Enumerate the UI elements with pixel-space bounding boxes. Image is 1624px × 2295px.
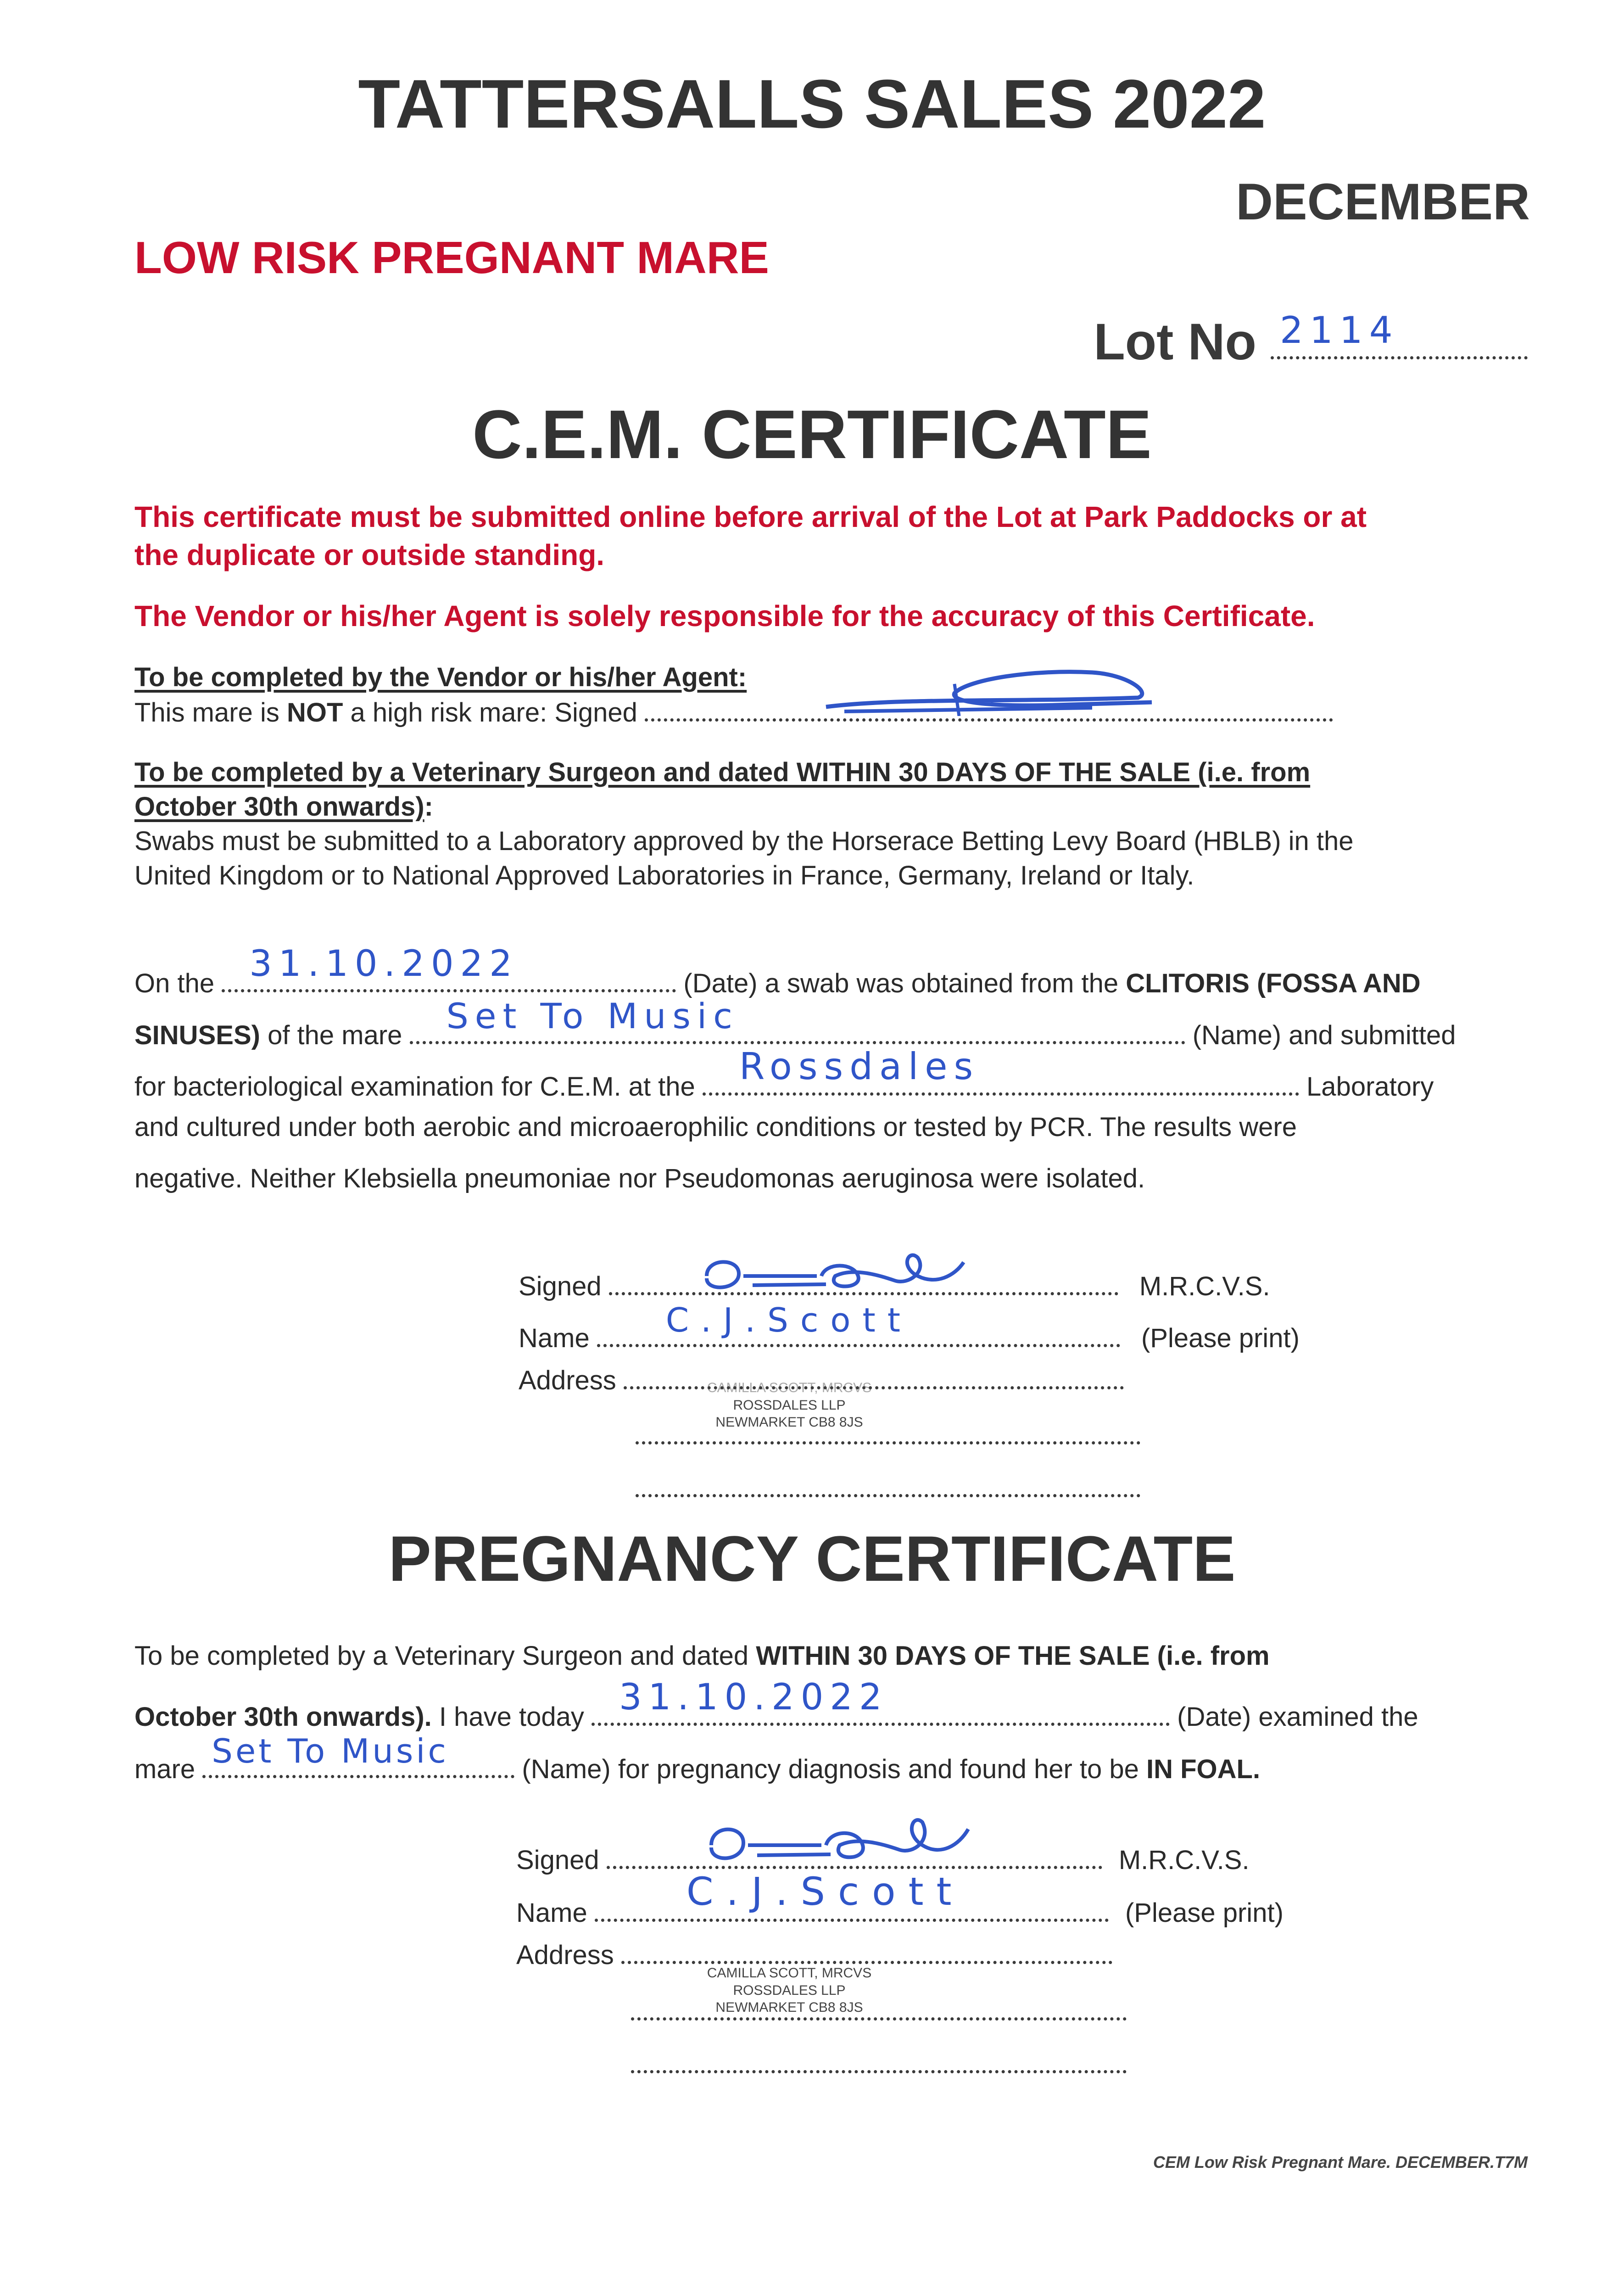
cem-please-print-label: (Please print): [1141, 1323, 1300, 1353]
pregnancy-date-field[interactable]: [592, 1676, 1170, 1726]
vendor-signature: [817, 666, 1161, 716]
lot-number-row: [1094, 309, 1528, 371]
pregnancy-stamp-line-1: CAMILLA SCOTT, MRCVS: [707, 1965, 872, 1981]
swabs-instructions: [134, 824, 1354, 893]
vendor-statement-not: NOT: [286, 698, 343, 728]
submission-notice-line-2: the duplicate or outside standing.: [134, 538, 605, 572]
pregnancy-vet-name-field[interactable]: [595, 1869, 1109, 1922]
swabs-line-2: United Kingdom or to National Approved Laboratories in France, Germany, Ireland or Italy.: [134, 861, 1194, 891]
swabs-line-1: Swabs must be submitted to a Laboratory approved by the Horserace Betting Levy Board (HBLB) in the: [134, 826, 1354, 856]
submission-notice-line-1: This certificate must be submitted online before arrival of the Lot at Park Paddocks or at: [134, 500, 1367, 533]
vet-heading-line-2: October 30th onwards): [134, 792, 424, 822]
responsibility-notice: The Vendor or his/her Agent is solely responsible for the accuracy of this Certificate.: [134, 599, 1315, 633]
cem-stamp-line-2: ROSSDALES LLP: [733, 1397, 846, 1413]
cem-name-row: [519, 1301, 1300, 1355]
submission-notice: [134, 498, 1367, 574]
pregnancy-address-label: Address: [516, 1940, 614, 1970]
cem-stamp-line-3: NEWMARKET CB8 8JS: [715, 1415, 863, 1430]
pregnancy-stamp-line-3: NEWMARKET CB8 8JS: [715, 2000, 863, 2015]
pregnancy-signed-label: Signed: [516, 1845, 599, 1875]
pregnancy-date-row: [134, 1676, 1418, 1734]
pregnancy-diagnosis-text: (Name) for pregnancy diagnosis and found her to be: [522, 1754, 1146, 1784]
mare-label: mare: [134, 1754, 195, 1784]
october-30-text: October 30th onwards).: [134, 1702, 432, 1732]
pregnancy-address-stamp: [688, 1965, 890, 2016]
cem-certificate-title: C.E.M. CERTIFICATE: [472, 396, 1152, 473]
pregnancy-certificate-title: PREGNANCY CERTIFICATE: [388, 1523, 1236, 1595]
laboratory-name-value: Rossdales: [739, 1045, 980, 1088]
cem-vet-signature: [688, 1248, 973, 1299]
cem-address-stamp: [688, 1379, 890, 1431]
negative-results-line: negative. Neither Klebsiella pneumoniae nor Pseudomonas aeruginosa were isolated.: [134, 1164, 1145, 1193]
lot-number-value: 2114: [1280, 309, 1399, 352]
in-foal-text: IN FOAL.: [1146, 1754, 1261, 1784]
cem-vet-name-field[interactable]: [597, 1301, 1120, 1347]
cem-mare-name-value: Set To Music: [446, 996, 739, 1037]
pregnancy-mare-row: [134, 1732, 1261, 1786]
laboratory-row: [134, 1045, 1434, 1104]
clitoris-fossa-text: CLITORIS (FOSSA AND: [1126, 968, 1421, 998]
examined-the-text: (Date) examined the: [1177, 1702, 1418, 1732]
laboratory-field[interactable]: [703, 1045, 1299, 1096]
cem-address-label: Address: [519, 1366, 616, 1395]
cem-address-field-2[interactable]: [636, 1441, 1140, 1444]
cem-vet-name-value: C.J.Scott: [665, 1301, 912, 1340]
pregnancy-line-1: [134, 1639, 1270, 1673]
risk-category-label: LOW RISK PREGNANT MARE: [134, 232, 769, 283]
pregnancy-vet-name-value: C.J.Scott: [686, 1869, 965, 1914]
of-the-mare-label: of the mare: [260, 1020, 402, 1050]
vet-section-heading: [134, 755, 1310, 824]
cem-name-label: Name: [519, 1323, 590, 1353]
sale-month: DECEMBER: [1236, 173, 1530, 230]
for-bacteriological-text: for bacteriological examination for C.E.M. at the: [134, 1072, 695, 1102]
cem-mare-name-field[interactable]: [410, 996, 1185, 1044]
vet-heading-colon: :: [424, 792, 433, 822]
pregnancy-name-row: [516, 1869, 1284, 1930]
vendor-statement-signed: a high risk mare: Signed: [343, 698, 637, 728]
pregnancy-stamp-line-2: ROSSDALES LLP: [733, 1982, 846, 1998]
on-the-label: On the: [134, 968, 215, 998]
vet-heading-line-1: To be completed by a Veterinary Surgeon and dated WITHIN 30 DAYS OF THE SALE (i.e. from: [134, 757, 1311, 787]
name-and-submitted-text: (Name) and submitted: [1192, 1020, 1456, 1050]
pregnancy-mrcvs-label: M.R.C.V.S.: [1118, 1845, 1250, 1875]
lot-number-field[interactable]: [1271, 309, 1528, 359]
pregnancy-please-print-label: (Please print): [1125, 1898, 1284, 1928]
sinuses-text: SINUSES): [134, 1020, 260, 1050]
date-after-text: (Date) a swab was obtained from the: [683, 968, 1119, 998]
document-title: TATTERSALLS SALES 2022: [358, 65, 1266, 142]
pregnancy-mare-name-value: Set To Music: [212, 1732, 449, 1771]
swab-date-value: 31.10.2022: [249, 943, 519, 985]
pregnancy-address-field-3[interactable]: [631, 2070, 1127, 2073]
pregnancy-vet-signature: [693, 1813, 977, 1873]
pregnancy-address-field-2[interactable]: [631, 2017, 1127, 2021]
pregnancy-date-value: 31.10.2022: [619, 1676, 888, 1718]
pregnancy-address-field-1[interactable]: [621, 1942, 1112, 1964]
cem-mrcvs-label: M.R.C.V.S.: [1139, 1271, 1270, 1301]
pregnancy-mare-name-field[interactable]: [202, 1732, 514, 1778]
pregnancy-line-1-text: To be completed by a Veterinary Surgeon and dated: [134, 1641, 756, 1671]
lot-label: Lot No: [1094, 313, 1256, 370]
form-code-footer: CEM Low Risk Pregnant Mare. DECEMBER.T7M: [1153, 2153, 1528, 2172]
pregnancy-line-1-bold: WITHIN 30 DAYS OF THE SALE (i.e. from: [756, 1641, 1270, 1671]
cem-address-field-3[interactable]: [636, 1494, 1140, 1497]
laboratory-word: Laboratory: [1306, 1072, 1434, 1102]
i-have-today-text: I have today: [431, 1702, 584, 1732]
swab-date-field[interactable]: [222, 943, 676, 992]
cultured-line: and cultured under both aerobic and microaerophilic conditions or tested by PCR. The results were: [134, 1112, 1297, 1142]
vendor-statement-text: This mare is: [134, 698, 287, 728]
vendor-section-heading: To be completed by the Vendor or his/her Agent:: [134, 662, 747, 692]
cem-stamp-line-1: CAMILLA SCOTT, MRCVS: [707, 1380, 872, 1395]
swab-date-row: [134, 943, 1421, 1001]
pregnancy-name-label: Name: [516, 1898, 587, 1928]
cem-signed-label: Signed: [519, 1271, 602, 1301]
